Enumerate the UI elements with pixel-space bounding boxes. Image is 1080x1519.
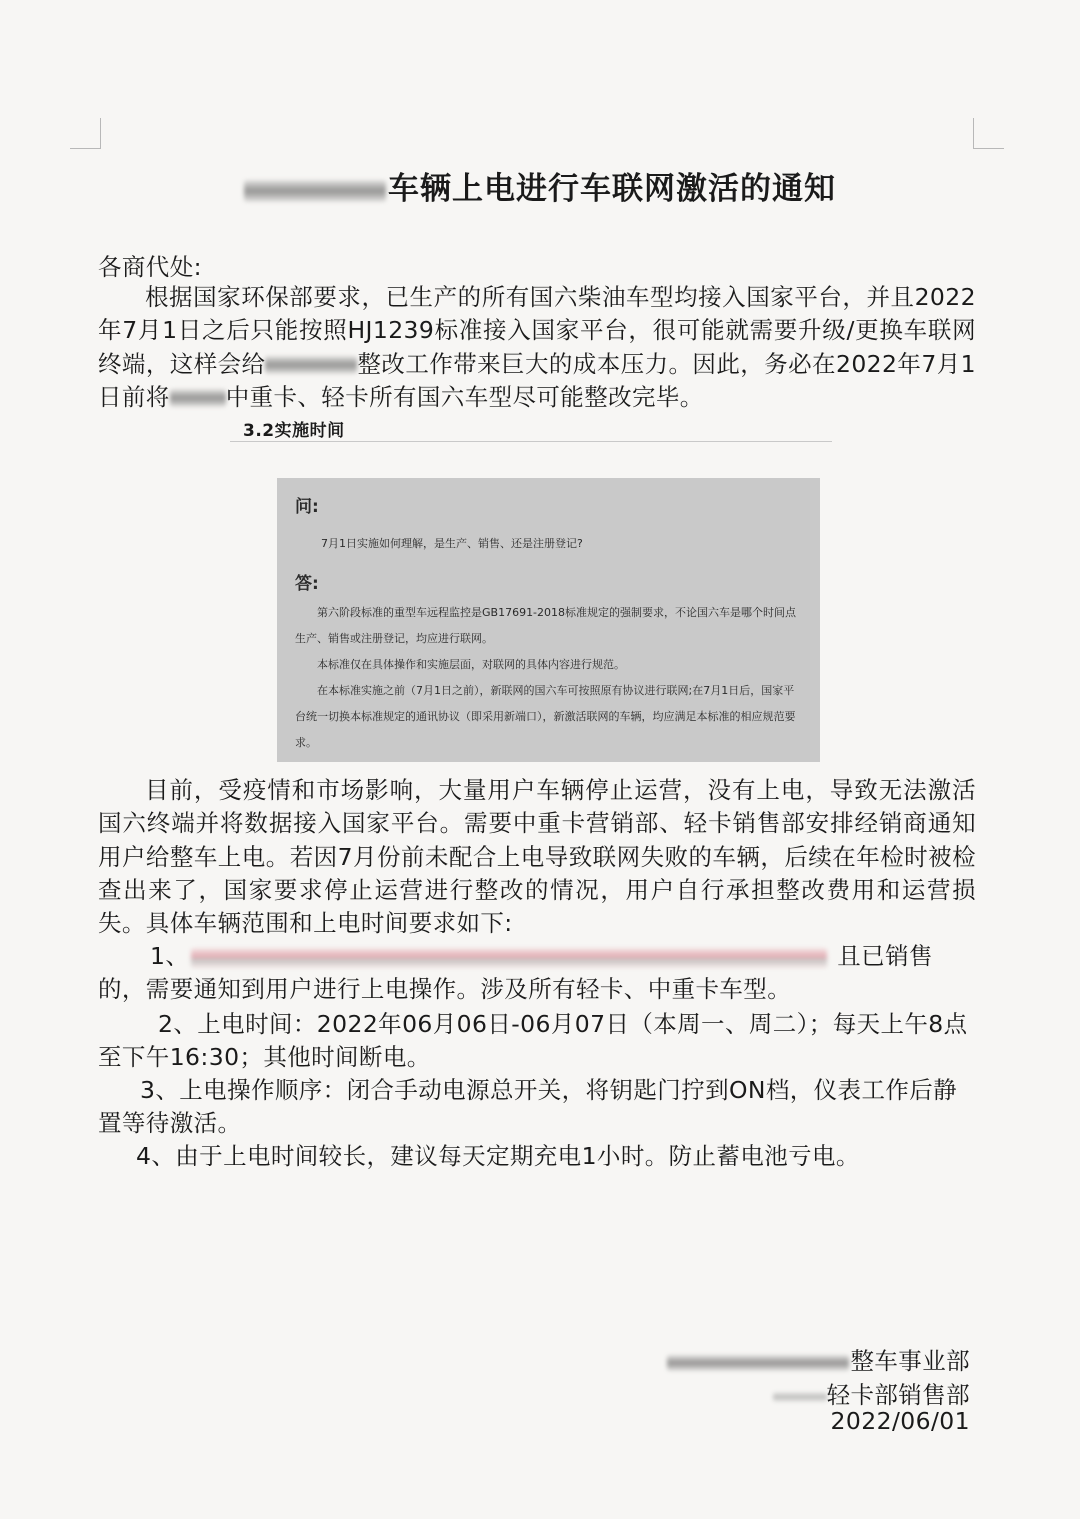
para1-part1: 根据国家环保部要求，已生产的所有国六柴油车型均接入国家平台，并且2022年7月1日之后只能按照HJ1239标准接入国家平台，很可能就需要升级/更换车联网终端，这样会给 bbox=[98, 283, 976, 378]
answer-paragraph-1: 第六阶段标准的重型车远程监控是GB17691-2018标准规定的强制要求，不论国六车是哪个时间点生产、销售或注册登记，均应进行联网。 bbox=[295, 606, 797, 645]
question-text: 7月1日实施如何理解，是生产、销售、还是注册登记? bbox=[321, 537, 583, 550]
document-title bbox=[0, 163, 1080, 208]
redaction-blur bbox=[773, 1392, 827, 1402]
qa-excerpt-image bbox=[277, 478, 820, 762]
list-item-text: 上电时间：2022年06月06日-06月07日（本周一、周二）；每天上午8点至下午16:30；其他时间断电。 bbox=[98, 1010, 968, 1072]
redaction-blur bbox=[170, 389, 226, 407]
title-text: 车辆上电进行车联网激活的通知 bbox=[388, 171, 836, 207]
paragraph-requirement bbox=[98, 281, 976, 414]
paragraph-situation: 目前，受疫情和市场影响，大量用户车辆停止运营，没有上电，导致无法激活国六终端并将数据接入国家平台。需要中重卡营销部、轻卡销售部安排经销商通知用户给整车上电。若因7月份前未配合上电导致联网失败的车辆，后续在年检时被检查出来了，国家要求停止运营进行整改的情况，用户自行承担整改费用和运营损失。具体车辆范围和上电时间要求如下: bbox=[98, 776, 976, 938]
list-item-number: 2、 bbox=[158, 1010, 198, 1038]
answer-label: 答: bbox=[295, 574, 319, 594]
crop-mark-top-right bbox=[973, 118, 1004, 149]
salutation: 各商代处: bbox=[98, 253, 202, 281]
section-divider bbox=[230, 441, 832, 442]
question-label: 问: bbox=[295, 497, 319, 517]
list-item-number: 3、 bbox=[140, 1076, 180, 1104]
answer-paragraph-2: 本标准仅在具体操作和实施层面，对联网的具体内容进行规范。 bbox=[317, 658, 625, 671]
section-heading: 3.2实施时间 bbox=[243, 421, 345, 441]
signature-date: 2022/06/01 bbox=[830, 1407, 970, 1435]
redaction-blur bbox=[244, 180, 386, 202]
dept2-text: 轻卡部销售部 bbox=[826, 1381, 970, 1409]
list-item bbox=[98, 940, 976, 1007]
redaction-blur bbox=[667, 1355, 849, 1371]
signature-department-1 bbox=[667, 1342, 971, 1376]
crop-mark-top-left bbox=[70, 118, 101, 149]
list-item bbox=[98, 1074, 976, 1141]
signature-department-2 bbox=[773, 1376, 970, 1410]
para1-part2: 整改工作带来巨大的成本压力。因此，务必在2022年7月1日前将 bbox=[98, 349, 976, 411]
list-item-text: 且已销售的，需要通知到用户进行上电操作。涉及所有轻卡、中重卡车型。 bbox=[98, 942, 933, 1004]
list-item-number: 1、 bbox=[150, 942, 190, 970]
redaction-blur bbox=[191, 948, 827, 968]
redaction-blur bbox=[265, 356, 357, 374]
list-item bbox=[136, 1140, 976, 1173]
list-item-number: 4、 bbox=[136, 1142, 176, 1170]
answer-paragraph-3: 在本标准实施之前（7月1日之前），新联网的国六车可按照原有协议进行联网;在7月1日后，国家平台统一切换本标准规定的通讯协议（即采用新端口），新激活联网的车辆，均应满足本标准的相应规范要求。 bbox=[295, 684, 796, 749]
list-item bbox=[98, 1008, 976, 1075]
list-item-text: 上电操作顺序：闭合手动电源总开关，将钥匙门拧到ON档，仪表工作后静置等待激活。 bbox=[98, 1076, 958, 1138]
list-item-text: 由于上电时间较长，建议每天定期充电1小时。防止蓄电池亏电。 bbox=[175, 1142, 860, 1170]
dept1-text: 整车事业部 bbox=[850, 1347, 970, 1375]
para1-part3: 中重卡、轻卡所有国六车型尽可能整改完毕。 bbox=[225, 382, 704, 411]
